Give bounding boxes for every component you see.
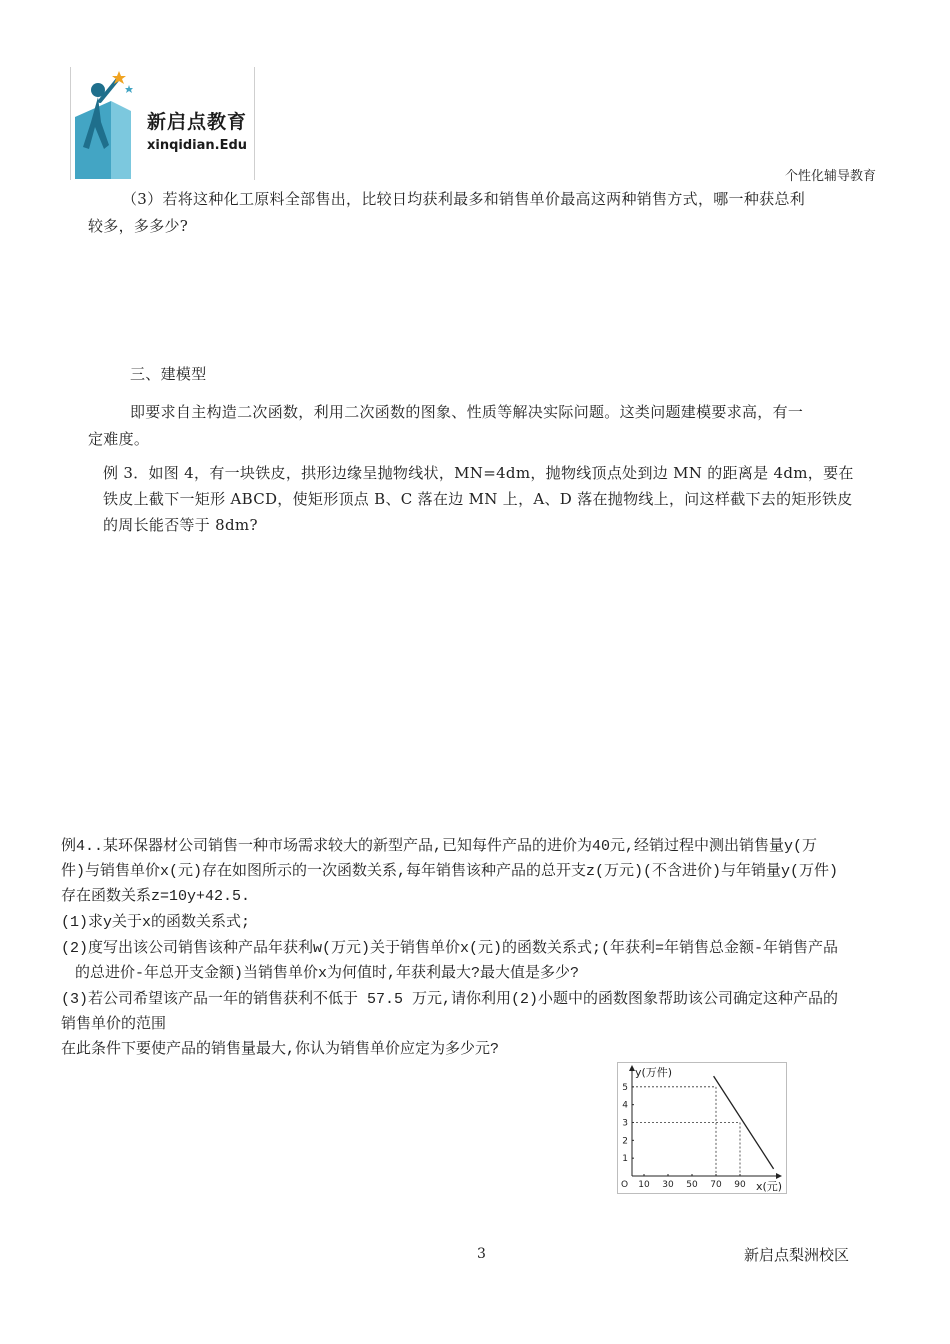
example4-question-3-line-1: (3)若公司希望该产品一年的销售获利不低于 57.5 万元,请你利用(2)小题中的函数图象帮助该公司确定这种产品的 [61,991,839,1008]
sales-function-chart [617,1062,787,1194]
example4-question-2-line-2: 的总进价-年总开支金额)当销售单价x为何值时,年获利最大?最大值是多少? [75,965,580,982]
q3-line-2: 较多，多多少? [88,217,189,235]
example4-line-1: 例4..某环保器材公司销售一种市场需求较大的新型产品,已知每件产品的进价为40元,经销过程中测出销售量y(万 [61,838,818,855]
logo-brand-name: 新启点教育 [147,111,248,133]
example3-line-3: 的周长能否等于 8dm? [103,516,258,534]
y-axis-label: y(万件) [635,1066,673,1079]
y-tick-label-1: 1 [622,1154,628,1165]
example4-question-1: (1)求y关于x的函数关系式; [61,914,251,931]
y-tick-label-5: 5 [622,1082,628,1093]
x-tick-label-90: 90 [734,1180,746,1190]
y-tick-label-3: 3 [622,1118,628,1129]
y-tick-label-4: 4 [622,1100,628,1111]
x-axis-arrow [776,1173,782,1179]
example4-question-2-line-1: (2)度写出该公司销售该种产品年获利w(万元)关于销售单价x(元)的函数关系式;(年获利=年销售总金额-年销售产品 [61,940,839,957]
example4-line-2: 件)与销售单价x(元)存在如图所示的一次函数关系,每年销售该种产品的总开支z(万元)(不含进价)与年销量y(万件) [61,863,839,880]
x-axis-label: x(元) [756,1180,783,1193]
graduate-book-logo-icon [71,67,141,180]
logo-domain: xinqidian.Edu [147,138,248,153]
section-paragraph-line-2: 定难度。 [88,430,150,448]
x-tick-label-30: 30 [662,1180,674,1190]
x-tick-label-50: 50 [686,1180,698,1190]
chart-svg [618,1063,786,1193]
example4-line-3: 存在函数关系z=10y+42.5. [61,888,251,905]
q3-line-1: （3）若将这种化工原料全部售出，比较日均获利最多和销售单价最高这两种销售方式，哪一种获总利 [122,190,806,208]
header-tagline: 个性化辅导教育 [785,169,877,184]
example3-line-2: 铁皮上截下一矩形 ABCD，使矩形顶点 B、C 落在边 MN 上，A、D 落在抛物线上，问这样截下去的矩形铁皮 [103,490,853,508]
x-tick-label-10: 10 [638,1180,650,1190]
y-tick-label-2: 2 [622,1136,628,1147]
series-line-0 [714,1076,774,1169]
section-heading: 三、建模型 [130,365,207,383]
logo [70,67,255,180]
page-number: 3 [477,1246,486,1262]
example4-question-3-line-2: 销售单价的范围 [61,1016,167,1033]
example4-question-4: 在此条件下要使产品的销售量最大,你认为销售单价应定为多少元? [61,1041,500,1058]
campus-name: 新启点梨洲校区 [744,1246,850,1264]
x-tick-label-70: 70 [710,1180,722,1190]
origin-label: O [621,1180,629,1190]
section-paragraph-line-1: 即要求自主构造二次函数，利用二次函数的图象、性质等解决实际问题。这类问题建模要求高，有一 [130,403,804,421]
example3-line-1: 例 3．如图 4，有一块铁皮，拱形边缘呈抛物线状，MN=4dm，抛物线顶点处到边 MN 的距离是 4dm，要在 [103,464,854,482]
